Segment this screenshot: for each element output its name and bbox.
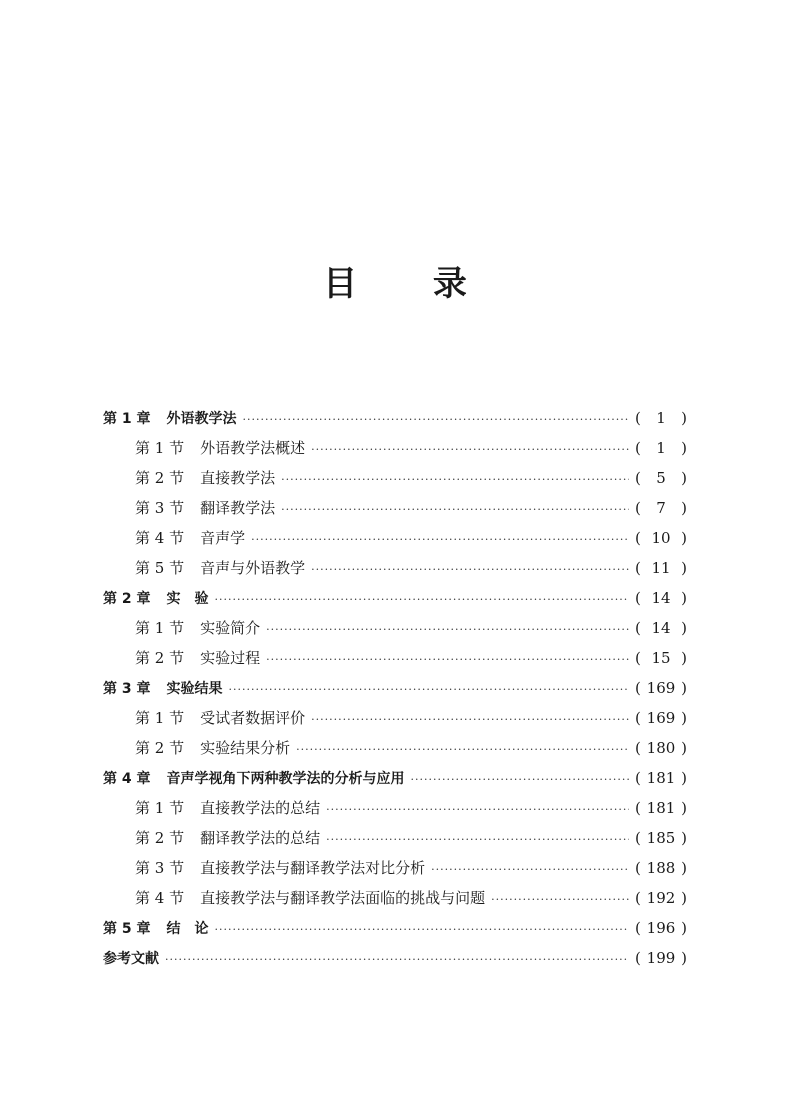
- toc-section-row: [103, 553, 687, 583]
- page-number: 14: [651, 619, 671, 637]
- paren-open: (: [635, 679, 641, 697]
- section-number-label: 第 2 节: [135, 829, 185, 847]
- page-reference: [635, 433, 687, 463]
- page-number: 1: [656, 409, 666, 427]
- page-number: 181: [646, 799, 676, 817]
- section-number-label: 第 2 节: [135, 649, 185, 667]
- page-reference: [635, 553, 687, 583]
- paren-open: (: [635, 919, 641, 937]
- toc-section-row: [103, 733, 687, 763]
- section-number-label: 第 3 节: [135, 859, 185, 877]
- toc-chapter-row: [103, 583, 687, 613]
- paren-open: (: [635, 889, 641, 907]
- paren-open: (: [635, 439, 641, 457]
- page-number: 199: [646, 949, 676, 967]
- dot-leader: [326, 825, 629, 855]
- dot-leader: [311, 705, 629, 735]
- section-number-label: 第 1 节: [135, 439, 185, 457]
- toc-section-row: [103, 703, 687, 733]
- paren-close: ): [681, 679, 687, 697]
- page-reference: [635, 733, 687, 763]
- page-number: 181: [646, 769, 676, 787]
- paren-close: ): [681, 769, 687, 787]
- page-number: 192: [646, 889, 676, 907]
- paren-close: ): [681, 739, 687, 757]
- section-title: 实验简介: [200, 619, 261, 637]
- chapter-title: 结 论: [166, 921, 209, 937]
- section-title: 音声学: [200, 529, 246, 547]
- page-reference: [635, 583, 687, 613]
- paren-open: (: [635, 709, 641, 727]
- section-number-label: 第 5 节: [135, 559, 185, 577]
- page-number: 1: [656, 439, 666, 457]
- paren-open: (: [635, 799, 641, 817]
- page-number: 11: [651, 559, 671, 577]
- section-number-label: 第 1 节: [135, 619, 185, 637]
- section-title: 直接教学法与翻译教学法对比分析: [200, 859, 426, 877]
- toc-section-row: [103, 853, 687, 883]
- paren-open: (: [635, 529, 641, 547]
- section-number-label: 第 4 节: [135, 889, 185, 907]
- page-reference: [635, 643, 687, 673]
- toc-section-row: [103, 823, 687, 853]
- toc-section-row: [103, 793, 687, 823]
- chapter-title: 参考文献: [103, 951, 159, 967]
- section-number-label: 第 2 节: [135, 469, 185, 487]
- page-reference: [635, 703, 687, 733]
- paren-close: ): [681, 889, 687, 907]
- toc-chapter-row: [103, 913, 687, 943]
- dot-leader: [251, 525, 629, 555]
- dot-leader: [266, 645, 629, 675]
- paren-open: (: [635, 469, 641, 487]
- dot-leader: [243, 405, 630, 435]
- page-number: 15: [651, 649, 671, 667]
- page-reference: [635, 523, 687, 553]
- paren-close: ): [681, 469, 687, 487]
- chapter-number-label: 第 4 章: [103, 771, 151, 787]
- chapter-title: 实验结果: [166, 681, 223, 697]
- page-number: 196: [646, 919, 676, 937]
- section-title: 实验过程: [200, 649, 261, 667]
- page-number: 169: [646, 709, 676, 727]
- dot-leader: [229, 675, 630, 705]
- toc-section-row: [103, 493, 687, 523]
- toc-section-row: [103, 643, 687, 673]
- toc-section-row: [103, 523, 687, 553]
- paren-open: (: [635, 649, 641, 667]
- page-reference: [635, 883, 687, 913]
- paren-close: ): [681, 709, 687, 727]
- page-number: 10: [651, 529, 671, 547]
- page-number: 180: [646, 739, 676, 757]
- page-number: 14: [651, 589, 671, 607]
- dot-leader: [165, 945, 629, 975]
- page-reference: [635, 673, 687, 703]
- page-number: 185: [646, 829, 676, 847]
- section-number-label: 第 4 节: [135, 529, 185, 547]
- section-number-label: 第 3 节: [135, 499, 185, 517]
- section-number-label: 第 2 节: [135, 739, 185, 757]
- chapter-title: 实 验: [166, 591, 209, 607]
- paren-close: ): [681, 799, 687, 817]
- page-reference: [635, 853, 687, 883]
- page-reference: [635, 763, 687, 793]
- toc-section-row: [103, 463, 687, 493]
- section-title: 直接教学法的总结: [200, 799, 321, 817]
- paren-open: (: [635, 769, 641, 787]
- paren-open: (: [635, 619, 641, 637]
- dot-leader: [296, 735, 629, 765]
- paren-open: (: [635, 859, 641, 877]
- toc-section-row: [103, 883, 687, 913]
- dot-leader: [215, 585, 630, 615]
- dot-leader: [326, 795, 629, 825]
- page-number: 7: [656, 499, 666, 517]
- page-number: 169: [646, 679, 676, 697]
- toc-chapter-row: [103, 403, 687, 433]
- section-title: 外语教学法概述: [200, 439, 306, 457]
- dot-leader: [491, 885, 629, 915]
- page-reference: [635, 913, 687, 943]
- paren-close: ): [681, 949, 687, 967]
- paren-close: ): [681, 499, 687, 517]
- chapter-title: 外语教学法: [166, 411, 237, 427]
- page-reference: [635, 793, 687, 823]
- paren-open: (: [635, 829, 641, 847]
- page-reference: [635, 403, 687, 433]
- page-reference: [635, 823, 687, 853]
- toc-section-row: [103, 433, 687, 463]
- paren-close: ): [681, 859, 687, 877]
- page-reference: [635, 493, 687, 523]
- paren-open: (: [635, 559, 641, 577]
- toc-section-row: [103, 613, 687, 643]
- section-number-label: 第 1 节: [135, 709, 185, 727]
- section-title: 直接教学法与翻译教学法面临的挑战与问题: [200, 889, 486, 907]
- section-title: 音声与外语教学: [200, 559, 306, 577]
- chapter-number-label: 第 1 章: [103, 411, 151, 427]
- dot-leader: [281, 495, 629, 525]
- paren-open: (: [635, 949, 641, 967]
- chapter-number-label: 第 2 章: [103, 591, 151, 607]
- paren-close: ): [681, 919, 687, 937]
- chapter-title: 音声学视角下两种教学法的分析与应用: [166, 771, 405, 787]
- dot-leader: [215, 915, 630, 945]
- section-title: 受试者数据评价: [200, 709, 306, 727]
- toc-chapter-row: [103, 673, 687, 703]
- section-title: 实验结果分析: [200, 739, 291, 757]
- page-reference: [635, 943, 687, 973]
- chapter-number-label: 第 5 章: [103, 921, 151, 937]
- paren-close: ): [681, 619, 687, 637]
- section-title: 直接教学法: [200, 469, 276, 487]
- page-reference: [635, 613, 687, 643]
- paren-open: (: [635, 499, 641, 517]
- paren-close: ): [681, 589, 687, 607]
- paren-close: ): [681, 409, 687, 427]
- paren-close: ): [681, 649, 687, 667]
- dot-leader: [411, 765, 630, 795]
- section-title: 翻译教学法: [200, 499, 276, 517]
- paren-close: ): [681, 559, 687, 577]
- paren-close: ): [681, 829, 687, 847]
- page-reference: [635, 463, 687, 493]
- chapter-number-label: 第 3 章: [103, 681, 151, 697]
- section-title: 翻译教学法的总结: [200, 829, 321, 847]
- dot-leader: [311, 435, 629, 465]
- page-title: 目 录: [323, 263, 499, 304]
- paren-open: (: [635, 589, 641, 607]
- section-number-label: 第 1 节: [135, 799, 185, 817]
- page-number: 5: [656, 469, 666, 487]
- paren-close: ): [681, 439, 687, 457]
- paren-close: ): [681, 529, 687, 547]
- toc-chapter-row: [103, 763, 687, 793]
- page-number: 188: [646, 859, 676, 877]
- dot-leader: [311, 555, 629, 585]
- dot-leader: [431, 855, 629, 885]
- paren-open: (: [635, 739, 641, 757]
- table-of-contents: [103, 403, 687, 973]
- toc-chapter-row: [103, 943, 687, 973]
- dot-leader: [281, 465, 629, 495]
- paren-open: (: [635, 409, 641, 427]
- dot-leader: [266, 615, 629, 645]
